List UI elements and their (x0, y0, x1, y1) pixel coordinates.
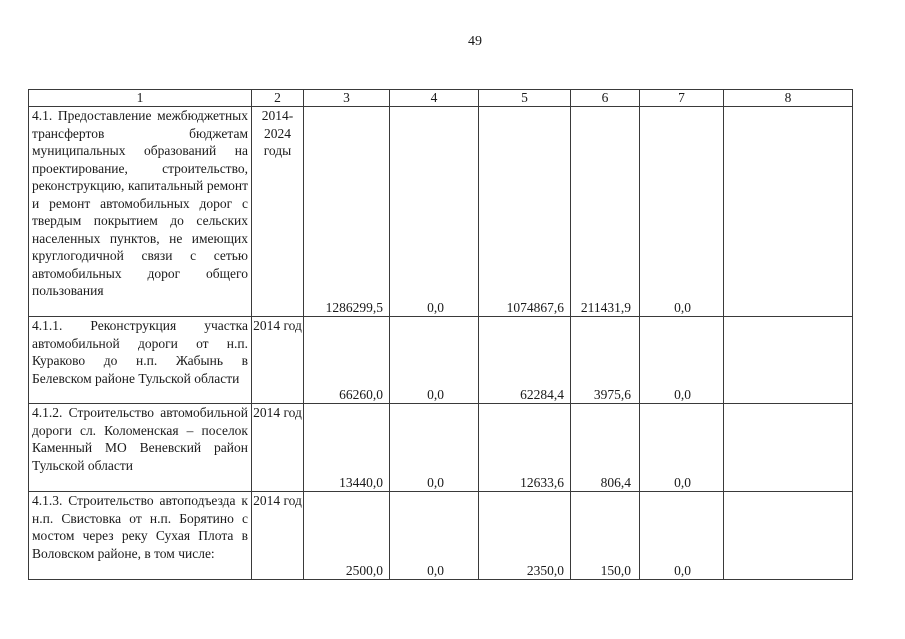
row-name: 4.1.3. Строительство автоподъезда к н.п. Свистовка от н.п. Борятино с мостом через реку Сухая Плота в Воловском районе, в том числе: (29, 492, 252, 580)
row-value-col8 (724, 404, 853, 492)
row-value-col7: 0,0 (640, 107, 724, 317)
row-value-col5: 2350,0 (479, 492, 571, 580)
row-value-col6: 806,4 (571, 404, 640, 492)
row-value-col3: 66260,0 (304, 317, 390, 404)
header-cell: 8 (724, 90, 853, 107)
header-cell: 4 (390, 90, 479, 107)
row-value-col5: 62284,4 (479, 317, 571, 404)
row-value-col4: 0,0 (390, 492, 479, 580)
header-cell: 3 (304, 90, 390, 107)
row-name: 4.1.2. Строительство автомобильной дороги сл. Коломенская – поселок Каменный МО Веневский район Тульской области (29, 404, 252, 492)
header-cell: 2 (252, 90, 304, 107)
row-value-col6: 211431,9 (571, 107, 640, 317)
row-period: 2014 год (252, 404, 304, 492)
row-value-col4: 0,0 (390, 317, 479, 404)
row-value-col3: 1286299,5 (304, 107, 390, 317)
page-number: 49 (468, 34, 482, 49)
row-value-col8 (724, 317, 853, 404)
table-row (29, 492, 853, 580)
row-name: 4.1. Предоставление межбюджетных трансфертов бюджетам муниципальных образований на проектирование, строительство, реконструкцию, капитальный ремонт и ремонт автомобильных дорог с твердым покрытием до сельских населенных пунктов, не имеющих круглогодичной связи с сетью автомобильных дорог общего пользования (29, 107, 252, 317)
header-cell: 7 (640, 90, 724, 107)
header-row (29, 90, 853, 107)
row-period: 2014-2024 годы (252, 107, 304, 317)
row-value-col5: 1074867,6 (479, 107, 571, 317)
table-row (29, 317, 853, 404)
row-value-col5: 12633,6 (479, 404, 571, 492)
row-value-col6: 3975,6 (571, 317, 640, 404)
header-cell: 6 (571, 90, 640, 107)
row-value-col4: 0,0 (390, 404, 479, 492)
row-value-col3: 13440,0 (304, 404, 390, 492)
table-row (29, 107, 853, 317)
row-value-col8 (724, 107, 853, 317)
row-name: 4.1.1. Реконструкция участка автомобильной дороги от н.п. Кураково до н.п. Жабынь в Белевском районе Тульской области (29, 317, 252, 404)
header-cell: 5 (479, 90, 571, 107)
table-row (29, 404, 853, 492)
row-period: 2014 год (252, 492, 304, 580)
row-value-col7: 0,0 (640, 404, 724, 492)
row-value-col7: 0,0 (640, 317, 724, 404)
row-value-col3: 2500,0 (304, 492, 390, 580)
row-value-col6: 150,0 (571, 492, 640, 580)
row-value-col7: 0,0 (640, 492, 724, 580)
row-period: 2014 год (252, 317, 304, 404)
budget-table (28, 89, 853, 580)
row-value-col8 (724, 492, 853, 580)
header-cell: 1 (29, 90, 252, 107)
row-value-col4: 0,0 (390, 107, 479, 317)
